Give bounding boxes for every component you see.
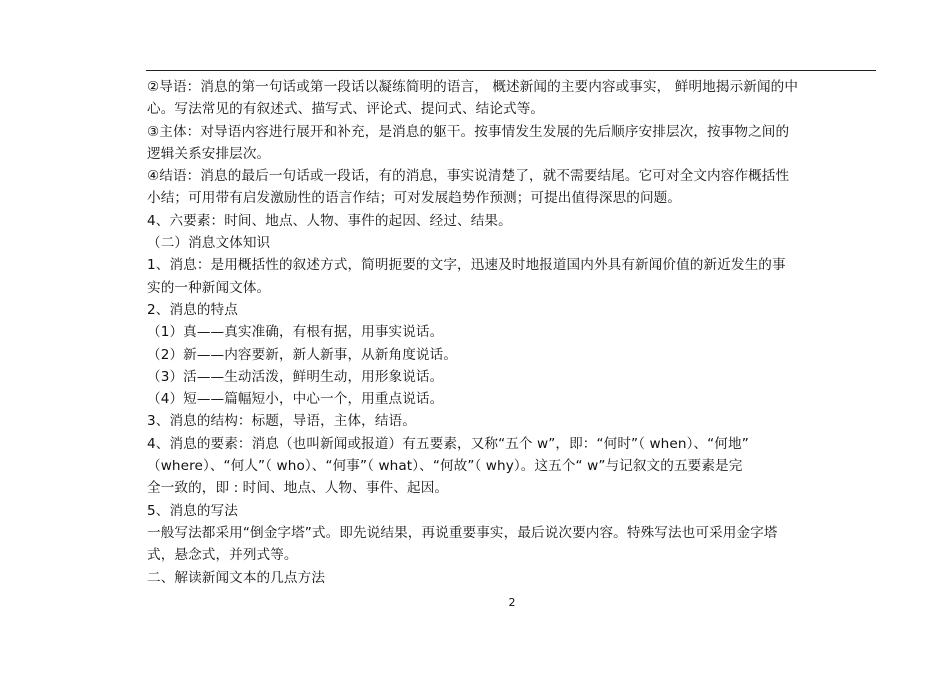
text-line-lead-methods: 心。写法常见的有叙述式、描写式、评论式、提问式、结论式等。 — [147, 101, 545, 118]
header-rule — [146, 70, 876, 71]
document-body — [147, 76, 875, 589]
page-number: 2 — [508, 596, 516, 609]
text-line-lead-definition: ②导语：消息的第一句话或第一段话以凝练简明的语言， 概述新闻的主要内容或事实， 鲜明地揭示新闻的中 — [147, 79, 799, 95]
text-line-body-definition: ③主体：对导语内容进行展开和补充，是消息的躯干。按事情发生发展的先后顺序安排层次，按事物之间的 — [147, 123, 790, 140]
text-line-five-w-consistent: 全一致的，即 : 时间、地点、人物、事件、起因。 — [147, 480, 449, 497]
text-line-six-elements: 4、六要素：时间、地点、人物、事件的起因、经过、结果。 — [147, 212, 512, 229]
text-line-writing-method-types: 式，悬念式，并列式等。 — [147, 547, 298, 564]
text-line-writing-method-detail: 一般写法都采用“倒金字塔”式。即先说结果，再说重要事实，最后说次要内容。特殊写法也可采用金字塔 — [147, 524, 778, 541]
text-line-ending-methods: 小结；可用带有启发激励性的语言作结；可对发展趋势作预测；可提出值得深思的问题。 — [147, 190, 682, 207]
text-line-news-definition: 1、消息：是用概括性的叙述方式，简明扼要的文字，迅速及时地报道国内外具有新闻价值的新近发生的事 — [147, 257, 786, 274]
text-line-writing-method-heading: 5、消息的写法 — [147, 502, 238, 519]
list-item-true: （1）真——真实准确，有根有据，用事实说话。 — [147, 324, 444, 341]
text-line-body-logic: 逻辑关系安排层次。 — [147, 145, 271, 162]
text-line-ending-definition: ④结语：消息的最后一句话或一段话，有的消息，事实说清楚了，就不需要结尾。它可对全文内容作概括性 — [147, 168, 790, 185]
list-item-new: （2）新——内容要新，新人新事，从新角度说话。 — [147, 346, 458, 363]
text-line-five-w-elements: 4、消息的要素：消息（也叫新闻或报道）有五要素，又称“五个 w”，即：“何时”（ when）、“何地” — [147, 435, 749, 452]
section-heading-reading-methods: 二、解读新闻文本的几点方法 — [147, 569, 326, 586]
text-line-five-w-list: （where）、“何人”（ who）、“何事”（ what）、“何故”（ why）。这五个“ w”与记叙文的五要素是完 — [147, 458, 743, 475]
list-item-lively: （3）活——生动活泼，鲜明生动，用形象说话。 — [147, 368, 444, 385]
text-line-news-features-heading: 2、消息的特点 — [147, 301, 238, 318]
list-item-short: （4）短——篇幅短小，中心一个，用重点说话。 — [147, 391, 444, 408]
text-line-news-genre: 实的一种新闻文体。 — [147, 279, 271, 296]
section-heading-news-knowledge: （二）消息文体知识 — [147, 235, 271, 252]
text-line-news-structure: 3、消息的结构：标题，导语，主体，结语。 — [147, 413, 416, 430]
